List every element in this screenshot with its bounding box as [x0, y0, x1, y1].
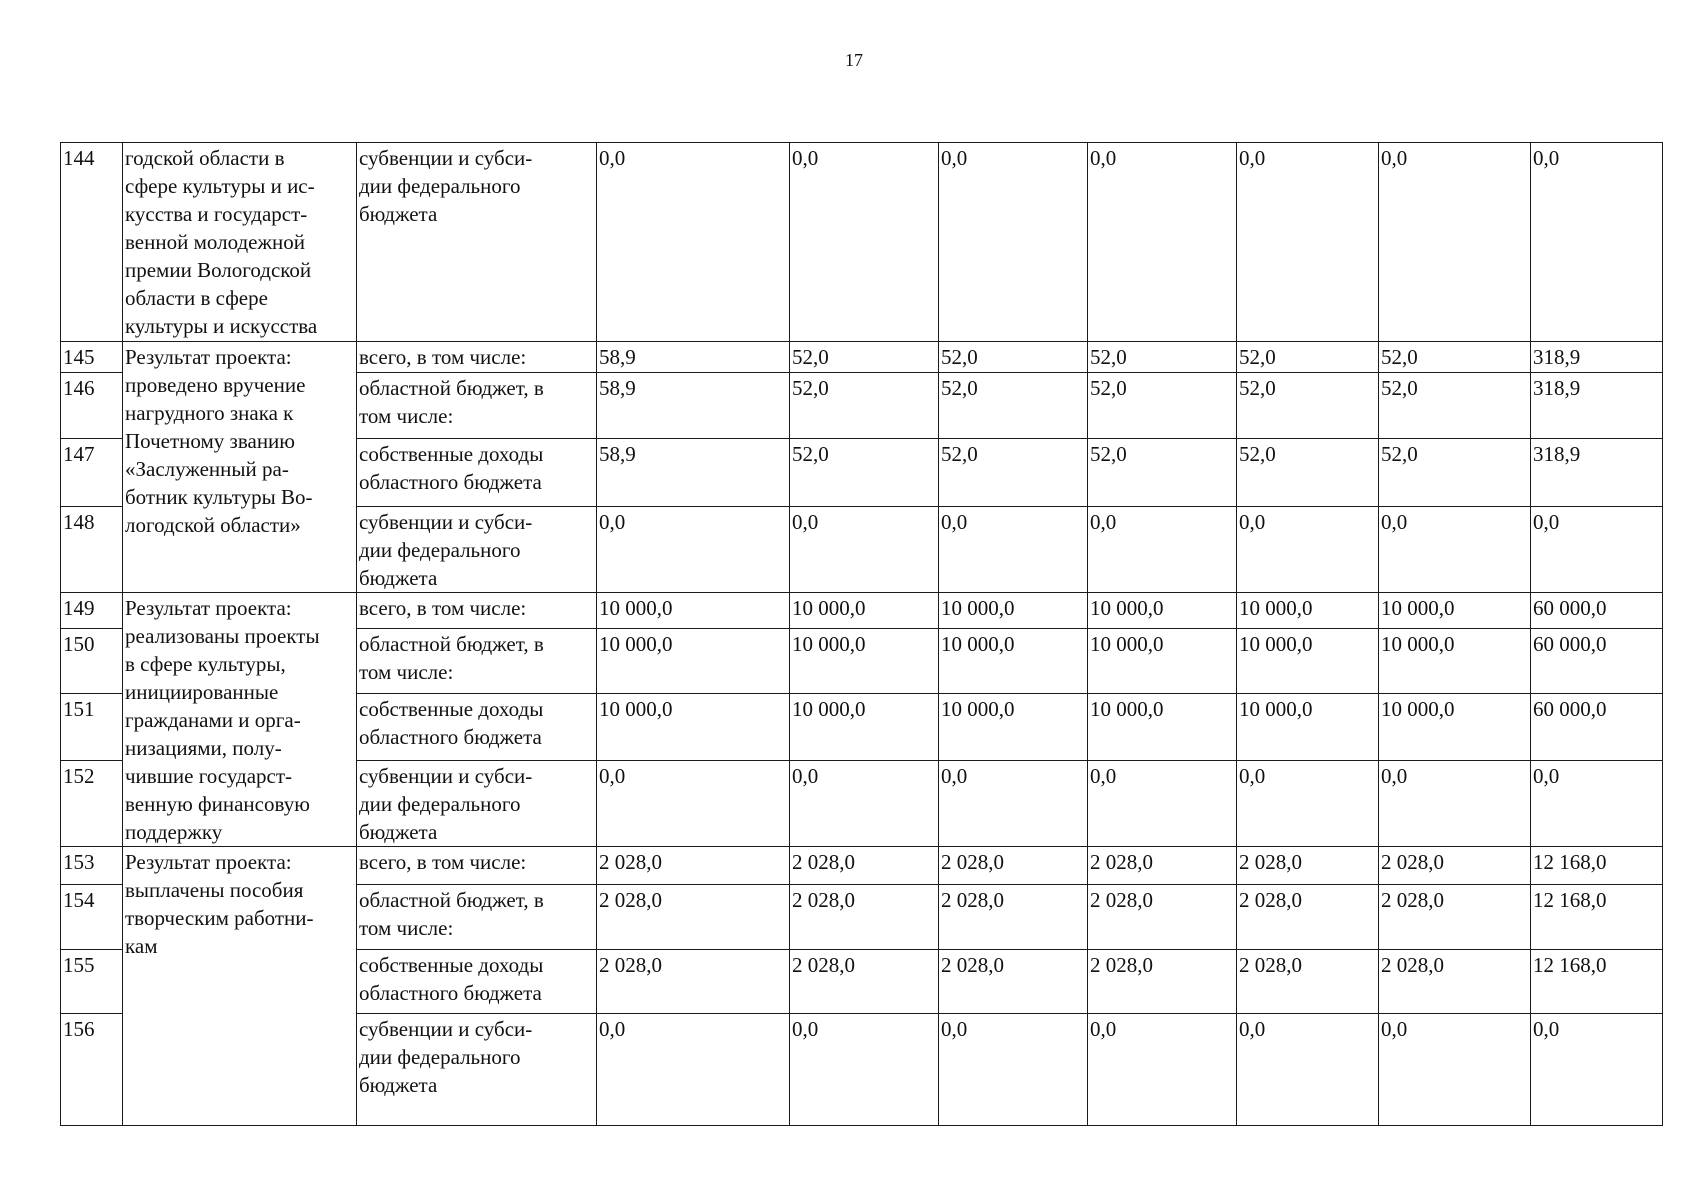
funding-source: собственные доходы областного бюджета	[357, 950, 597, 1014]
amount-cell: 2 028,0	[1088, 885, 1237, 950]
amount-cell: 10 000,0	[1088, 593, 1237, 629]
table-row	[61, 847, 1663, 885]
amount-total-cell: 318,9	[1531, 439, 1663, 507]
row-number: 144	[61, 143, 123, 342]
result-description: Результат проекта: проведено вручение нагрудного знака к Почетному званию «Заслуженный ра- ботник культуры Во- логодской области»	[123, 342, 357, 593]
table-row	[61, 342, 1663, 373]
amount-cell: 52,0	[1237, 373, 1379, 439]
amount-cell: 52,0	[1379, 373, 1531, 439]
amount-cell: 10 000,0	[1237, 629, 1379, 694]
funding-source: областной бюджет, в том числе:	[357, 885, 597, 950]
result-description: Результат проекта: реализованы проекты в сфере культуры, инициированные гражданами и орга- низациями, полу- чившие государст- венную финансовую поддержку	[123, 593, 357, 847]
amount-total-cell: 60 000,0	[1531, 629, 1663, 694]
amount-cell: 0,0	[597, 761, 790, 847]
row-number: 154	[61, 885, 123, 950]
amount-cell: 58,9	[597, 342, 790, 373]
row-number: 156	[61, 1014, 123, 1126]
amount-cell: 52,0	[790, 439, 939, 507]
amount-cell: 0,0	[1379, 1014, 1531, 1126]
amount-total-cell: 0,0	[1531, 1014, 1663, 1126]
amount-cell: 0,0	[1088, 143, 1237, 342]
amount-cell: 52,0	[1088, 439, 1237, 507]
table-row	[61, 143, 1663, 342]
funding-source: субвенции и субси- дии федерального бюджета	[357, 761, 597, 847]
amount-cell: 0,0	[790, 507, 939, 593]
amount-cell: 58,9	[597, 373, 790, 439]
funding-source: областной бюджет, в том числе:	[357, 373, 597, 439]
amount-cell: 52,0	[790, 373, 939, 439]
amount-cell: 10 000,0	[1379, 629, 1531, 694]
amount-total-cell: 60 000,0	[1531, 694, 1663, 761]
amount-cell: 10 000,0	[790, 694, 939, 761]
amount-cell: 10 000,0	[939, 593, 1088, 629]
amount-cell: 0,0	[1379, 761, 1531, 847]
table-body	[61, 143, 1663, 1126]
row-number: 151	[61, 694, 123, 761]
amount-cell: 10 000,0	[939, 694, 1088, 761]
amount-cell: 52,0	[1088, 373, 1237, 439]
funding-source: субвенции и субси- дии федерального бюджета	[357, 1014, 597, 1126]
amount-cell: 2 028,0	[939, 847, 1088, 885]
amount-cell: 2 028,0	[597, 885, 790, 950]
amount-cell: 52,0	[790, 342, 939, 373]
amount-cell: 2 028,0	[597, 950, 790, 1014]
amount-total-cell: 12 168,0	[1531, 847, 1663, 885]
row-number: 149	[61, 593, 123, 629]
row-number: 146	[61, 373, 123, 439]
budget-table	[60, 142, 1663, 1126]
amount-cell: 0,0	[790, 761, 939, 847]
funding-source: субвенции и субси- дии федерального бюджета	[357, 143, 597, 342]
amount-total-cell: 318,9	[1531, 342, 1663, 373]
amount-cell: 52,0	[939, 342, 1088, 373]
amount-cell: 2 028,0	[1237, 847, 1379, 885]
amount-cell: 2 028,0	[1088, 950, 1237, 1014]
amount-cell: 2 028,0	[1088, 847, 1237, 885]
amount-cell: 10 000,0	[1088, 629, 1237, 694]
amount-cell: 0,0	[597, 1014, 790, 1126]
amount-total-cell: 12 168,0	[1531, 885, 1663, 950]
row-number: 155	[61, 950, 123, 1014]
amount-total-cell: 0,0	[1531, 143, 1663, 342]
funding-source: собственные доходы областного бюджета	[357, 694, 597, 761]
amount-cell: 52,0	[1088, 342, 1237, 373]
amount-cell: 0,0	[939, 1014, 1088, 1126]
funding-source: областной бюджет, в том числе:	[357, 629, 597, 694]
amount-cell: 0,0	[1237, 143, 1379, 342]
amount-cell: 0,0	[1088, 761, 1237, 847]
amount-cell: 10 000,0	[597, 629, 790, 694]
amount-cell: 10 000,0	[597, 593, 790, 629]
amount-cell: 0,0	[1088, 507, 1237, 593]
row-number: 152	[61, 761, 123, 847]
amount-cell: 52,0	[1379, 439, 1531, 507]
amount-cell: 10 000,0	[1237, 593, 1379, 629]
amount-cell: 2 028,0	[939, 950, 1088, 1014]
amount-cell: 52,0	[1379, 342, 1531, 373]
amount-total-cell: 318,9	[1531, 373, 1663, 439]
result-description: годской области в сфере культуры и ис- кусства и государст- венной молодежной премии Вологодской области в сфере культуры и искусства	[123, 143, 357, 342]
amount-cell: 10 000,0	[1379, 593, 1531, 629]
amount-cell: 10 000,0	[597, 694, 790, 761]
amount-cell: 10 000,0	[790, 629, 939, 694]
amount-total-cell: 0,0	[1531, 761, 1663, 847]
amount-cell: 2 028,0	[1237, 885, 1379, 950]
amount-cell: 2 028,0	[1379, 885, 1531, 950]
amount-cell: 0,0	[1379, 143, 1531, 342]
amount-cell: 0,0	[1088, 1014, 1237, 1126]
row-number: 145	[61, 342, 123, 373]
amount-cell: 0,0	[597, 143, 790, 342]
funding-source: всего, в том числе:	[357, 847, 597, 885]
funding-source: субвенции и субси- дии федерального бюджета	[357, 507, 597, 593]
row-number: 150	[61, 629, 123, 694]
amount-cell: 2 028,0	[1379, 847, 1531, 885]
amount-cell: 10 000,0	[790, 593, 939, 629]
amount-cell: 10 000,0	[1379, 694, 1531, 761]
amount-cell: 10 000,0	[939, 629, 1088, 694]
amount-cell: 2 028,0	[1379, 950, 1531, 1014]
funding-source: всего, в том числе:	[357, 342, 597, 373]
amount-cell: 52,0	[939, 373, 1088, 439]
page-number: 17	[845, 50, 863, 70]
amount-cell: 0,0	[939, 143, 1088, 342]
row-number: 153	[61, 847, 123, 885]
amount-cell: 2 028,0	[790, 885, 939, 950]
amount-cell: 52,0	[1237, 342, 1379, 373]
amount-total-cell: 60 000,0	[1531, 593, 1663, 629]
funding-source: собственные доходы областного бюджета	[357, 439, 597, 507]
amount-cell: 10 000,0	[1088, 694, 1237, 761]
amount-cell: 0,0	[597, 507, 790, 593]
amount-cell: 0,0	[939, 507, 1088, 593]
amount-cell: 0,0	[1237, 507, 1379, 593]
amount-cell: 0,0	[1237, 761, 1379, 847]
funding-source: всего, в том числе:	[357, 593, 597, 629]
amount-cell: 2 028,0	[597, 847, 790, 885]
result-description: Результат проекта: выплачены пособия творческим работни- кам	[123, 847, 357, 1126]
amount-cell: 2 028,0	[790, 847, 939, 885]
amount-cell: 0,0	[1237, 1014, 1379, 1126]
amount-total-cell: 0,0	[1531, 507, 1663, 593]
amount-cell: 10 000,0	[1237, 694, 1379, 761]
amount-cell: 52,0	[1237, 439, 1379, 507]
amount-cell: 52,0	[939, 439, 1088, 507]
amount-cell: 2 028,0	[1237, 950, 1379, 1014]
amount-cell: 2 028,0	[939, 885, 1088, 950]
amount-cell: 0,0	[790, 143, 939, 342]
amount-cell: 0,0	[1379, 507, 1531, 593]
amount-cell: 58,9	[597, 439, 790, 507]
row-number: 148	[61, 507, 123, 593]
amount-total-cell: 12 168,0	[1531, 950, 1663, 1014]
amount-cell: 0,0	[790, 1014, 939, 1126]
amount-cell: 0,0	[939, 761, 1088, 847]
table-row	[61, 593, 1663, 629]
row-number: 147	[61, 439, 123, 507]
amount-cell: 2 028,0	[790, 950, 939, 1014]
